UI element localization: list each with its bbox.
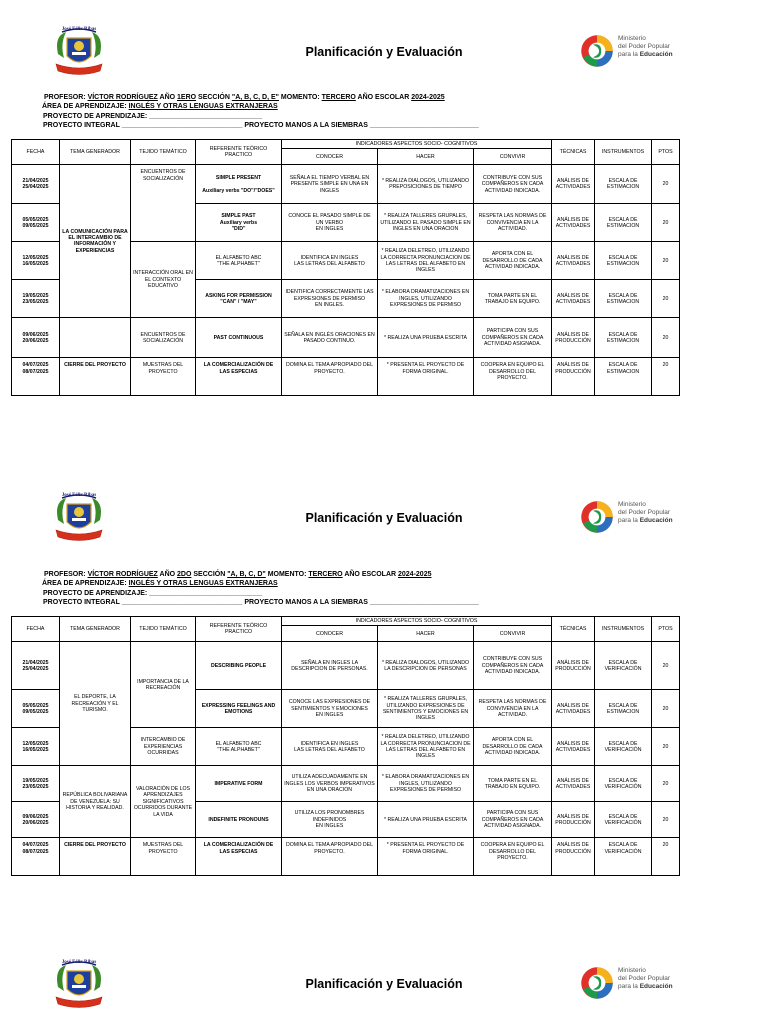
school-logo-text: José Félix Ribas	[61, 493, 97, 498]
cell-tecnicas: ANÁLISIS DE PRODUCCIÓN	[552, 358, 595, 396]
cell-ptos: 20	[652, 838, 680, 876]
th-instrumentos: INSTRUMENTOS	[595, 140, 652, 165]
cell-conocer: IDENTIFICA EN INGLES LAS LETRAS DEL ALFABETO	[282, 242, 378, 280]
cell-fecha: 04/07/2025 08/07/2025	[12, 838, 60, 876]
cell-ptos: 20	[652, 642, 680, 690]
cell-tejido: MUESTRAS DEL PROYECTO	[131, 358, 196, 396]
cell-tema: EL DEPORTE, LA RECREACIÓN Y EL TURISMO.	[60, 642, 131, 766]
cell-tejido: INTERCAMBIO DE EXPERIENCIAS OCURRIDAS	[131, 728, 196, 766]
th-convivir: CONVIVIR	[474, 626, 552, 642]
th-referente: REFERENTE TEÓRICO PRACTICO	[196, 617, 282, 642]
th-conocer: CONOCER	[282, 149, 378, 165]
doc-title: Planificación y Evaluación	[305, 45, 463, 59]
ministry-line2: del Poder Popular	[618, 975, 671, 982]
th-fecha: FECHA	[12, 140, 60, 165]
cell-instrumentos: ESCALA DE VERIFICACIÓN	[595, 838, 652, 876]
cell-instrumentos: ESCALA DE ESTIMACION	[595, 280, 652, 318]
cell-referente: LA COMERCIALIZACIÓN DE LAS ESPECIAS	[196, 838, 282, 876]
cell-tecnicas: ANÁLISIS DE PRODUCCIÓN	[552, 318, 595, 358]
cell-referente: ASKING FOR PERMISSION "CAN" / "MAY"	[196, 280, 282, 318]
cell-convivir: TOMA PARTE EN EL TRABAJO EN EQUIPO.	[474, 766, 552, 802]
cell-tema: LA COMUNICACIÓN PARA EL INTERCAMBIO DE INFORMACIÓN Y EXPERIENCIAS	[60, 165, 131, 318]
momento-value: TERCERO	[321, 94, 356, 101]
momento-label: MOMENTO:	[265, 571, 309, 578]
cell-convivir: CONTRIBUYE CON SUS COMPAÑEROS EN CADA ACTIVIDAD INDICADA.	[474, 642, 552, 690]
cell-hacer: * REALIZA DELETREO, UTILIZANDO LA CORRECTA PRONUNCIACION DE LAS LETRAS DEL ALFABETO EN INGLES	[378, 242, 474, 280]
ministry-line3a: para la	[618, 517, 640, 524]
momento-value: TERCERO	[308, 571, 343, 578]
header-block	[42, 570, 479, 607]
ministry-line3b: Educación	[639, 983, 673, 990]
ministry-line2: del Poder Popular	[618, 509, 671, 516]
th-hacer: HACER	[378, 626, 474, 642]
ano-label: AÑO	[157, 94, 178, 101]
th-convivir: CONVIVIR	[474, 149, 552, 165]
cell-tecnicas: ANÁLISIS DE ACTIVIDADES	[552, 165, 595, 204]
cell-tecnicas: ANÁLISIS DE PRODUCCIÓN	[552, 642, 595, 690]
table-row	[12, 642, 680, 690]
cell-hacer: * PRESENTA EL PROYECTO DE FORMA ORIGINAL.	[378, 838, 474, 876]
school-logo-text: José Félix Ribas	[61, 27, 97, 32]
table-row	[12, 358, 680, 396]
cell-tejido: VALORACIÓN DE LOS APRENDIZAJES SIGNIFICATIVOS OCURRIDOS DURANTE LA VIDA	[131, 766, 196, 838]
cell-fecha: 21/04/2025 25/04/2025	[12, 165, 60, 204]
cell-tema: CIERRE DEL PROYECTO	[60, 838, 131, 876]
cell-fecha: 19/05/2025 23/05/2025	[12, 766, 60, 802]
cell-tecnicas: ANÁLISIS DE ACTIVIDADES	[552, 204, 595, 242]
cell-tema: CIERRE DEL PROYECTO	[60, 358, 131, 396]
cell-hacer: * REALIZA DIALOGOS, UTILIZANDO PREPOSICIONES DE TIEMPO	[378, 165, 474, 204]
ministry-line3b: Educación	[639, 517, 673, 524]
cell-tejido: INTERACCIÓN ORAL EN EL CONTEXTO EDUCATIVO	[131, 242, 196, 318]
cell-referente: EL ALFABETO ABC "THE ALPHABET"	[196, 728, 282, 766]
cell-fecha: 05/05/2025 09/05/2025	[12, 204, 60, 242]
th-referente: REFERENTE TEÓRICO PRACTICO	[196, 140, 282, 165]
cell-conocer: CONOCE LAS EXPRESIONES DE SENTIMIENTOS Y EMOCIONES EN INGLES	[282, 690, 378, 728]
cell-instrumentos: ESCALA DE ESTIMACION	[595, 165, 652, 204]
area-label: ÁREA DE APRENDIZAJE:	[42, 103, 129, 111]
profesor-label: PROFESOR:	[44, 94, 88, 101]
doc-title: Planificación y Evaluación	[305, 977, 463, 991]
cell-convivir: TOMA PARTE EN EL TRABAJO EN EQUIPO.	[474, 280, 552, 318]
cell-hacer: * REALIZA TALLERES GRUPALES, UTILIZANDO EL PASADO SIMPLE EN INGLES EN UNA ORACION	[378, 204, 474, 242]
cell-convivir: PARTICIPA CON SUS COMPAÑEROS EN CADA ACTIVIDAD ASIGNADA.	[474, 802, 552, 838]
cell-instrumentos: ESCALA DE ESTIMACION	[595, 318, 652, 358]
th-ptos: PTOS	[652, 617, 680, 642]
ano-value: 1ERO	[177, 94, 197, 101]
cell-convivir: COOPERA EN EQUIPO EL DESARROLLO DEL PROYECTO.	[474, 358, 552, 396]
cell-ptos: 20	[652, 318, 680, 358]
cell-referente: DESCRIBING PEOPLE	[196, 642, 282, 690]
cell-conocer: UTILIZA LOS PRONOMBRES INDEFINIDOS EN INGLES	[282, 802, 378, 838]
cell-hacer: * REALIZA TALLERES GRUPALES, UTILIZANDO EXPRESIONES DE SENTIMIENTOS Y EMOCIONES EN INGLES	[378, 690, 474, 728]
seccion-value: "A, B, C, D"	[227, 571, 266, 578]
cell-conocer: SEÑALA EL TIEMPO VERBAL EN PRESENTE SIMPLE EN UNA EN INGLES	[282, 165, 378, 204]
cell-fecha: 05/05/2025 09/05/2025	[12, 690, 60, 728]
school-logo-text: José Félix Ribas	[61, 960, 97, 965]
cell-fecha: 04/07/2025 08/07/2025	[12, 358, 60, 396]
cell-fecha: 09/06/2025 20/06/2025	[12, 318, 60, 358]
cell-instrumentos: ESCALA DE VERIFICACIÓN	[595, 802, 652, 838]
ano-escolar-label: AÑO ESCOLAR	[355, 94, 412, 101]
cell-instrumentos: ESCALA DE ESTIMACION	[595, 242, 652, 280]
cell-convivir: RESPETA LAS NORMAS DE CONVIVENCIA EN LA ACTIVIDAD.	[474, 690, 552, 728]
cell-referente: INDEFINITE PRONOUNS	[196, 802, 282, 838]
cell-convivir: COOPERA EN EQUIPO EL DESARROLLO DEL PROYECTO.	[474, 838, 552, 876]
cell-referente: EL ALFABETO ABC "THE ALPHABET"	[196, 242, 282, 280]
cell-tejido: IMPORTANCIA DE LA RECREACIÓN	[131, 642, 196, 728]
cell-convivir: RESPETA LAS NORMAS DE CONVIVENCIA EN LA ACTIVIDAD.	[474, 204, 552, 242]
area-value: INGLÉS Y OTRAS LENGUAS EXTRANJERAS	[128, 103, 278, 111]
th-tejido: TEJIDO TEMÁTICO	[131, 617, 196, 642]
ano-label: AÑO	[157, 571, 178, 578]
cell-ptos: 20	[652, 242, 680, 280]
ministry-logo	[578, 496, 673, 540]
ano-value: 2DO	[177, 571, 192, 578]
ministry-line3b: Educación	[639, 51, 673, 58]
cell-instrumentos: ESCALA DE ESTIMACION	[595, 204, 652, 242]
th-indicadores: INDICADORES ASPECTOS SOCIO- COGNITIVOS	[282, 617, 552, 626]
cell-tecnicas: ANÁLISIS DE ACTIVIDADES	[552, 766, 595, 802]
cell-instrumentos: ESCALA DE VERIFICACIÓN	[595, 728, 652, 766]
cell-referente: IMPERATIVE FORM	[196, 766, 282, 802]
cell-conocer: DOMINA EL TEMA APROPIADO DEL PROYECTO.	[282, 838, 378, 876]
area-value: INGLÉS Y OTRAS LENGUAS EXTRANJERAS	[128, 580, 278, 588]
cell-tecnicas: ANÁLISIS DE ACTIVIDADES	[552, 728, 595, 766]
th-conocer: CONOCER	[282, 626, 378, 642]
ministry-line3a: para la	[618, 51, 640, 58]
seccion-label: SECCIÓN	[196, 94, 232, 101]
cell-referente: SIMPLE PRESENT Auxiliary verbs "DO"/"DOES"	[196, 165, 282, 204]
cell-fecha: 21/04/2025 25/04/2025	[12, 642, 60, 690]
momento-label: MOMENTO:	[278, 94, 322, 101]
cell-ptos: 20	[652, 766, 680, 802]
profesor-label: PROFESOR:	[44, 571, 88, 578]
cell-conocer: IDENTIFICA CORRECTAMENTE LAS EXPRESIONES DE PERMISO EN INGLES.	[282, 280, 378, 318]
cell-tejido: ENCUENTROS DE SOCIALIZACIÓN	[131, 318, 196, 358]
cell-instrumentos: ESCALA DE VERIFICACIÓN	[595, 642, 652, 690]
profesor-name: VÍCTOR RODRÍGUEZ	[87, 571, 158, 578]
th-tema: TEMA GENERADOR	[60, 140, 131, 165]
cell-hacer: * ELABORA DRAMATIZACIONES EN INGLES, UTILIZANDO EXPRESIONES DE PERMISO	[378, 280, 474, 318]
ano-escolar-label: AÑO ESCOLAR	[342, 571, 398, 578]
ministry-line1: Ministerio	[618, 967, 646, 974]
cell-conocer: UTILIZA ADECUADAMENTE EN INGLES LOS VERBOS IMPERATIVOS EN UNA ORACION	[282, 766, 378, 802]
cell-conocer: IDENTIFICA EN INGLES LAS LETRAS DEL ALFABETO	[282, 728, 378, 766]
cell-convivir: PARTICIPA CON SUS COMPAÑEROS EN CADA ACTIVIDAD ASIGNADA.	[474, 318, 552, 358]
planning-table-2	[11, 616, 680, 876]
cell-ptos: 20	[652, 358, 680, 396]
proyecto-aprendizaje: PROYECTO DE APRENDIZAJE: _____________________________	[43, 589, 263, 597]
cell-ptos: 20	[652, 728, 680, 766]
cell-hacer: * REALIZA UNA PRUEBA ESCRITA	[378, 318, 474, 358]
cell-tejido: ENCUENTROS DE SOCIALIZACIÓN	[131, 165, 196, 242]
cell-referente: SIMPLE PAST Auxiliary verbs "DID"	[196, 204, 282, 242]
th-hacer: HACER	[378, 149, 474, 165]
cell-fecha: 12/05/2025 16/05/2025	[12, 242, 60, 280]
cell-ptos: 20	[652, 802, 680, 838]
ministry-line1: Ministerio	[618, 35, 646, 42]
th-tecnicas: TÉCNICAS	[552, 140, 595, 165]
cell-hacer: * ELABORA DRAMATIZACIONES EN INGLES, UTILIZANDO EXPRESIONES DE PERMISO	[378, 766, 474, 802]
cell-conocer: CONOCE EL PASADO SIMPLE DE UN VERBO EN INGLES	[282, 204, 378, 242]
ano-escolar-value: 2024-2025	[398, 571, 432, 578]
cell-tecnicas: ANÁLISIS DE PRODUCCIÓN	[552, 802, 595, 838]
cell-referente: LA COMERCIALIZACIÓN DE LAS ESPECIAS	[196, 358, 282, 396]
cell-instrumentos: ESCALA DE ESTIMACION	[595, 690, 652, 728]
ministry-line2: del Poder Popular	[618, 43, 671, 50]
th-instrumentos: INSTRUMENTOS	[595, 617, 652, 642]
ministry-logo	[578, 30, 673, 74]
seccion-value: "A, B, C, D, E"	[231, 94, 279, 101]
th-indicadores: INDICADORES ASPECTOS SOCIO- COGNITIVOS	[282, 140, 552, 149]
th-ptos: PTOS	[652, 140, 680, 165]
cell-instrumentos: ESCALA DE VERIFICACIÓN	[595, 766, 652, 802]
header-block	[42, 93, 479, 130]
cell-conocer: SEÑALA EN INGLES LA DESCRIPCION DE PERSONAS.	[282, 642, 378, 690]
cell-conocer: SEÑALA EN INGLÉS ORACIONES EN PASADO CONTINUO.	[282, 318, 378, 358]
cell-tecnicas: ANÁLISIS DE PRODUCCIÓN	[552, 838, 595, 876]
cell-ptos: 20	[652, 204, 680, 242]
cell-referente: EXPRESSING FEELINGS AND EMOTIONS	[196, 690, 282, 728]
ministry-line1: Ministerio	[618, 501, 646, 508]
cell-tema: REPÚBLICA BOLIVARIANA DE VENEZUELA: SU HISTORIA Y REALIDAD.	[60, 766, 131, 838]
cell-instrumentos: ESCALA DE ESTIMACION	[595, 358, 652, 396]
cell-convivir: APORTA CON EL DESARROLLO DE CADA ACTIVIDAD INDICADA.	[474, 242, 552, 280]
area-label: ÁREA DE APRENDIZAJE:	[42, 580, 129, 588]
planning-table-1	[11, 139, 680, 396]
cell-conocer: DOMINA EL TEMA APROPIADO DEL PROYECTO.	[282, 358, 378, 396]
cell-fecha: 09/06/2025 20/06/2025	[12, 802, 60, 838]
cell-hacer: * REALIZA DELETREO, UTILIZANDO LA CORRECTA PRONUNCIACION DE LAS LETRAS DEL ALFABETO EN INGLES	[378, 728, 474, 766]
doc-title: Planificación y Evaluación	[305, 511, 463, 525]
th-tecnicas: TÉCNICAS	[552, 617, 595, 642]
table-row	[12, 838, 680, 876]
seccion-label: SECCIÓN	[191, 571, 228, 578]
cell-ptos: 20	[652, 165, 680, 204]
th-tema: TEMA GENERADOR	[60, 617, 131, 642]
cell-hacer: * REALIZA UNA PRUEBA ESCRITA	[378, 802, 474, 838]
table-row	[12, 766, 680, 802]
cell-tecnicas: ANÁLISIS DE ACTIVIDADES	[552, 690, 595, 728]
cell-tecnicas: ANÁLISIS DE ACTIVIDADES	[552, 242, 595, 280]
table-row	[12, 318, 680, 358]
cell-hacer: * PRESENTA EL PROYECTO DE FORMA ORIGINAL.	[378, 358, 474, 396]
cell-fecha: 19/05/2025 23/05/2025	[12, 280, 60, 318]
proyecto-integral: PROYECTO INTEGRAL _______________________________ PROYECTO MANOS A LA SIEMBRAS ____________________________	[43, 121, 479, 129]
cell-convivir: CONTRIBUYE CON SUS COMPAÑEROS EN CADA ACTIVIDAD INDICADA.	[474, 165, 552, 204]
profesor-name: VÍCTOR RODRÍGUEZ	[87, 94, 158, 101]
th-tejido: TEJIDO TEMÁTICO	[131, 140, 196, 165]
cell-fecha: 12/05/2025 16/05/2025	[12, 728, 60, 766]
cell-ptos: 20	[652, 280, 680, 318]
proyecto-aprendizaje: PROYECTO DE APRENDIZAJE: _____________________________	[43, 112, 263, 120]
ministry-logo	[578, 962, 673, 1006]
proyecto-integral: PROYECTO INTEGRAL _______________________________ PROYECTO MANOS A LA SIEMBRAS ____________________________	[43, 598, 479, 606]
cell-tecnicas: ANÁLISIS DE ACTIVIDADES	[552, 280, 595, 318]
cell-hacer: * REALIZA DIALOGOS, UTILIZANDO LA DESCRIPCION DE PERSONAS	[378, 642, 474, 690]
cell-ptos: 20	[652, 690, 680, 728]
ministry-line3a: para la	[618, 983, 640, 990]
table-row	[12, 165, 680, 204]
th-fecha: FECHA	[12, 617, 60, 642]
cell-convivir: APORTA CON EL DESARROLLO DE CADA ACTIVIDAD INDICADA.	[474, 728, 552, 766]
ano-escolar-value: 2024-2025	[411, 94, 445, 101]
cell-referente: PAST CONTINUOUS	[196, 318, 282, 358]
cell-tejido: MUESTRAS DEL PROYECTO	[131, 838, 196, 876]
